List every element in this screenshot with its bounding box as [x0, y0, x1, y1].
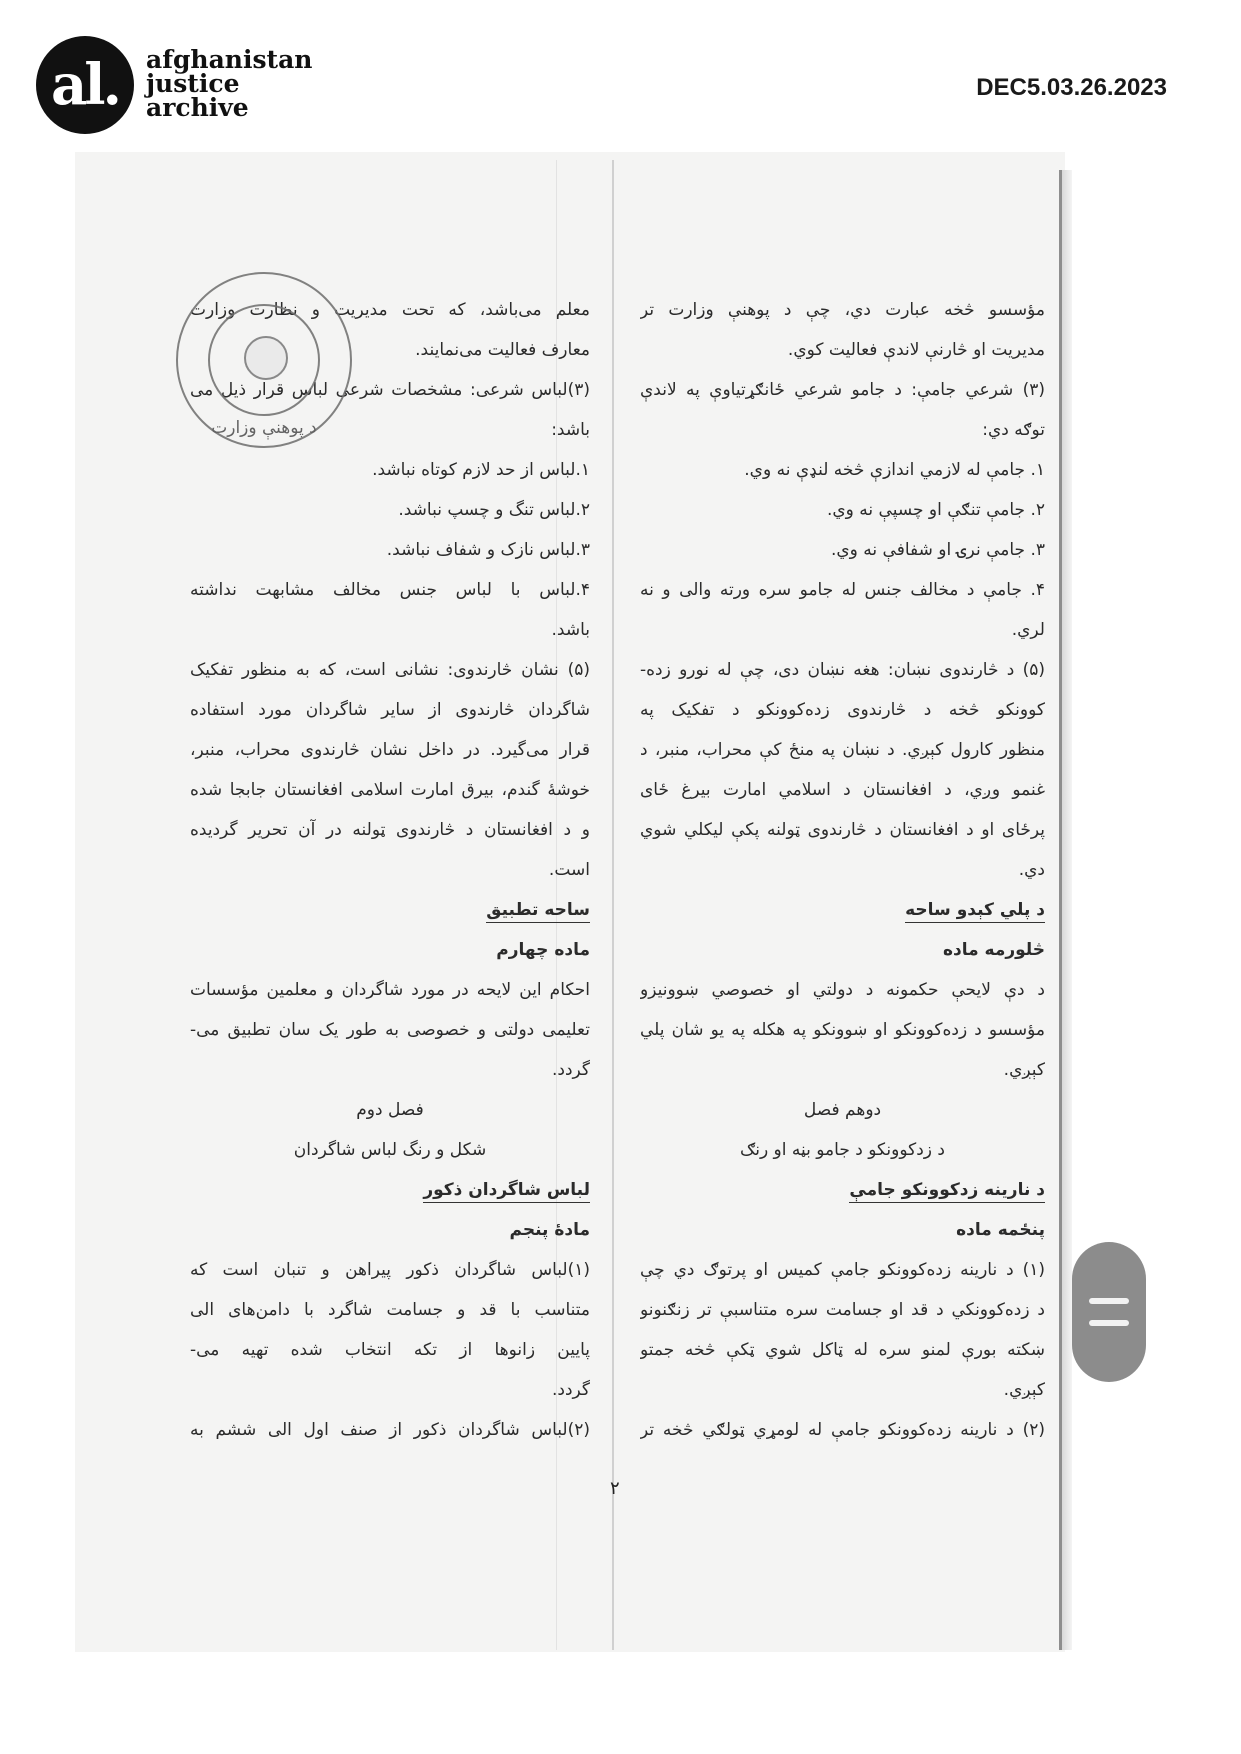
logo-line-3: archive [146, 93, 249, 122]
text-line [190, 650, 590, 690]
text-line-content: باشد: [551, 420, 590, 440]
text-line-content: شکل و رنگ لباس شاگردان [293, 1140, 487, 1160]
text-line [190, 610, 590, 650]
text-line [190, 1010, 590, 1050]
text-line-content: کېږي. [1003, 1060, 1045, 1080]
text-line-content: فصل دوم [356, 1100, 424, 1120]
text-line [190, 970, 590, 1010]
archive-logo-text [146, 45, 313, 122]
text-line [640, 610, 1045, 650]
logo-line-2: justice [146, 69, 240, 98]
text-line-content: ۲. جامې تنګې او چسپې نه وي. [826, 500, 1045, 520]
text-line [640, 1050, 1045, 1090]
text-line [640, 1090, 1045, 1130]
text-line [640, 810, 1045, 850]
text-line-content: مديريت او څارنې لاندې فعاليت کوي. [787, 340, 1045, 360]
text-line [190, 450, 590, 490]
text-line [640, 410, 1045, 450]
text-line-content: (۲) د نارينه زده‌کوونکو جامې له لومړي ټولګي څخه تر [640, 1420, 1045, 1440]
logo-line-1: afghanistan [146, 45, 313, 74]
text-line [640, 1170, 1045, 1210]
text-line-content: منظور کارول کېږي. د نښان په منځ کې محراب، منبر، د [640, 740, 1045, 760]
text-line-content: تعليمی دولتی و خصوصی به طور يک سان تطبيق می- [190, 1020, 590, 1040]
text-line [640, 1210, 1045, 1250]
text-line [190, 1410, 590, 1450]
text-line-content: و د افغانستان د څارندوی ټولنه در آن تحرير گرديده [190, 820, 590, 840]
stamp-inner-ring [208, 304, 320, 416]
ministry-stamp [176, 272, 352, 448]
text-line [640, 450, 1045, 490]
text-line-content: باشد. [551, 620, 590, 640]
text-line [640, 570, 1045, 610]
text-line-content: ۴. جامې د مخالف جنس له جامو سره ورته والی و نه [640, 580, 1045, 600]
text-line [190, 1330, 590, 1370]
text-line [190, 890, 590, 930]
text-line [190, 1370, 590, 1410]
text-line-content: د دې لايحې حکمونه د دولتي او خصوصي ښوونيزو [640, 980, 1045, 1000]
text-line-content: پرځای او د افغانستان د څارندوی ټولنه پکې ليکلي شوي [640, 820, 1045, 840]
page-edge-shadow [1062, 170, 1072, 1650]
text-line-content: شاگردان څارندوی از ساير شاگردان مورد استفاده [190, 700, 590, 720]
text-line-content: (۱)لباس شاگردان ذکور پيراهن و تنبان است که [190, 1260, 590, 1280]
text-line-content: گردد. [551, 1060, 590, 1080]
text-line-content: گردد. [551, 1380, 590, 1400]
text-line [190, 770, 590, 810]
text-line-content: ۳. جامې نرۍ او شفافې نه وي. [830, 540, 1045, 560]
text-line-content: (۲)لباس شاگردان ذکور از صنف اول الی ششم به [190, 1420, 590, 1440]
text-line [190, 1210, 590, 1250]
text-line [640, 1010, 1045, 1050]
text-line [640, 650, 1045, 690]
text-line [190, 730, 590, 770]
text-line [640, 1130, 1045, 1170]
text-line-content: مؤسسو څخه عبارت دي، چې د پوهنې وزارت تر [640, 300, 1045, 320]
text-line-content: پنځمه ماده [956, 1220, 1045, 1240]
text-line [640, 1410, 1045, 1450]
text-line [640, 1250, 1045, 1290]
column-divider [612, 160, 614, 1650]
text-line [640, 690, 1045, 730]
text-line-content: کېږي. [1003, 1380, 1045, 1400]
text-line [190, 930, 590, 970]
text-line-content: مؤسسو د زده‌کوونکو او ښوونکو په هکله په يو شان پلي [640, 1020, 1045, 1040]
text-line-content: (۳) شرعي جامې: د جامو شرعي ځانګړتياوې په لاندې [640, 380, 1045, 400]
text-line [640, 730, 1045, 770]
text-line-content: دي. [1018, 860, 1045, 880]
text-line-content: احکام اين لايحه در مورد شاگردان و معلمين مؤسسات [190, 980, 590, 1000]
text-line [640, 330, 1045, 370]
text-line [640, 970, 1045, 1010]
text-line [190, 810, 590, 850]
text-line-content: خوشهٔ گندم، بيرق امارت اسلامی افغانستان جابجا شده [190, 780, 590, 800]
text-line-content: قرار می‌گيرد. در داخل نشان څارندوی محراب، منبر، [190, 740, 590, 760]
text-line-content: ۳.لباس نازک و شفاف نباشد. [386, 540, 590, 560]
text-line-content: د زده‌کوونکي د قد او جسامت سره متناسبې تر زنګنونو [640, 1300, 1045, 1320]
text-line [190, 1130, 590, 1170]
text-line [640, 370, 1045, 410]
text-line [640, 290, 1045, 330]
text-line [640, 890, 1045, 930]
text-line [190, 1050, 590, 1090]
text-line-content: توګه دي: [982, 420, 1045, 440]
text-line-content: دوهم فصل [803, 1100, 882, 1120]
text-line-content: ۱.لباس از حد لازم کوتاه نباشد. [372, 460, 590, 480]
text-line-content: لري. [1011, 620, 1045, 640]
dari-column [190, 290, 590, 1450]
text-line [640, 530, 1045, 570]
text-line-content: لباس شاگردان ذکور [423, 1180, 590, 1203]
text-line [190, 490, 590, 530]
text-line-content: معلم می‌باشد، که تحت مديريت و نظارت وزارت [190, 300, 590, 320]
text-line [640, 770, 1045, 810]
text-line-content: ۱. جامې له لازمي اندازې څخه لنډې نه وي. [744, 460, 1045, 480]
text-line [190, 570, 590, 610]
text-line [190, 530, 590, 570]
text-line-content: ۲.لباس تنگ و چسپ نباشد. [398, 500, 590, 520]
text-line [640, 490, 1045, 530]
document-code: DEC5.03.26.2023 [976, 74, 1167, 101]
stamp-emblem [244, 336, 288, 380]
pashto-column [640, 290, 1045, 1450]
text-line [190, 850, 590, 890]
text-line [640, 930, 1045, 970]
text-line-content: مادهٔ پنجم [509, 1220, 590, 1240]
logo-glyph: al. [50, 52, 120, 118]
text-line [190, 1250, 590, 1290]
archive-logo-mark [36, 36, 134, 134]
text-line [640, 1290, 1045, 1330]
text-line-content: د نارينه زدکوونکو جامې [849, 1180, 1045, 1203]
text-line [190, 1290, 590, 1330]
text-line-content: د زدکوونکو د جامو بڼه او رنګ [740, 1140, 945, 1160]
text-line-content: (۱) د نارينه زده‌کوونکو جامې کميس او پرتوګ دي چې [640, 1260, 1045, 1280]
text-line [190, 1090, 590, 1130]
text-line [640, 1330, 1045, 1370]
text-line [190, 690, 590, 730]
text-line-content: است. [548, 860, 590, 880]
scroll-handle[interactable] [1072, 1242, 1146, 1382]
text-line-content: متناسب با قد و جسامت شاگرد با دامن‌های الی [190, 1300, 590, 1320]
handle-grip-top [1089, 1298, 1129, 1304]
text-line-content: څلورمه ماده [942, 940, 1045, 960]
text-line-content: (۵) د څارندوی نښان: هغه نښان دی، چې له نورو زده- [640, 660, 1045, 680]
text-line-content: ماده چهارم [496, 940, 590, 960]
text-line-content: کوونکو څخه د څارندوی زده‌کوونکو د تفکيک په [640, 700, 1045, 720]
text-line-content: معارف فعاليت می‌نمايند. [415, 340, 590, 360]
handle-grip-bottom [1089, 1320, 1129, 1326]
stamp-label: د پوهنې وزارت [211, 418, 317, 438]
text-line-content: (۵) نشان څارندوی: نشانی است، که به منظور تفکيک [190, 660, 590, 680]
text-line-content: پايين زانوها از تکه انتخاب شده تهيه می- [190, 1340, 590, 1360]
text-line [640, 1370, 1045, 1410]
text-line-content: (۳)لباس شرعی: مشخصات شرعی لباس قرار ذيل می [190, 380, 590, 400]
text-line-content: ښکته بورې لمنو سره له ټاکل شوي ټکې څخه جمتو [640, 1340, 1045, 1360]
page-number: ۲ [610, 1478, 620, 1499]
text-line [640, 850, 1045, 890]
text-line-content: ساحه تطبيق [486, 900, 590, 923]
text-line-content: غنمو وږي، د افغانستان د اسلامي امارت بيرغ ځای [640, 780, 1045, 800]
text-line-content: د پلي کېدو ساحه [905, 900, 1045, 923]
text-line [190, 1170, 590, 1210]
text-line-content: ۴.لباس با لباس جنس مخالف مشابهت نداشته [190, 580, 590, 600]
